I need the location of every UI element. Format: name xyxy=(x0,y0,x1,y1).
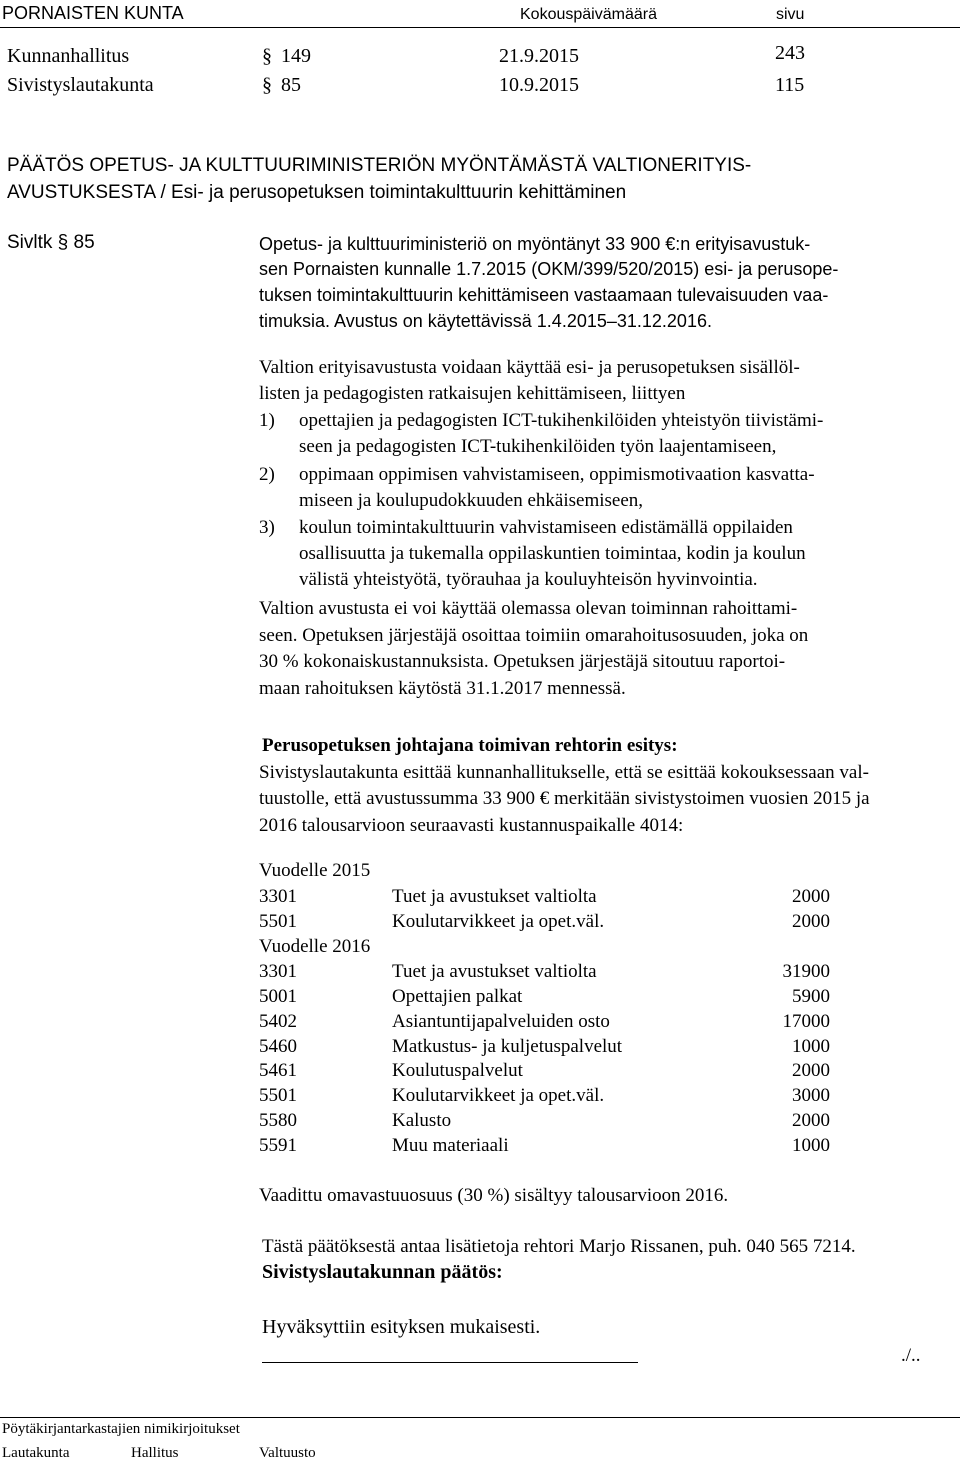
body-line: listen ja pedagogisten ratkaisujen kehittämiseen, liittyen xyxy=(259,383,686,404)
budget-amount: 2000 xyxy=(792,886,830,907)
contact-info: Tästä päätöksestä antaa lisätietoja rehtori Marjo Rissanen, puh. 040 565 7214. xyxy=(262,1236,856,1257)
budget-description: Tuet ja avustukset valtiolta xyxy=(392,886,597,907)
decision-heading: Sivistyslautakunnan päätös: xyxy=(262,1261,503,1283)
footer-column-government: Hallitus xyxy=(131,1445,179,1461)
footer-title: Pöytäkirjantarkastajien nimikirjoitukset xyxy=(2,1421,240,1437)
budget-description: Opettajien palkat xyxy=(392,986,523,1007)
body-line: 30 % kokonaiskustannuksista. Opetuksen järjestäjä sitoutuu raportoi- xyxy=(259,651,786,672)
budget-code: 5402 xyxy=(259,1011,297,1032)
header-section: 149 xyxy=(281,45,311,67)
footer-rule xyxy=(0,1417,960,1418)
budget-description: Tuet ja avustukset valtiolta xyxy=(392,961,597,982)
budget-code: 5501 xyxy=(259,911,297,932)
budget-code: 5461 xyxy=(259,1060,297,1081)
section-sign: § xyxy=(262,45,272,67)
header-section: 85 xyxy=(281,74,301,96)
list-item: seen ja pedagogisten ICT-tukihenkilöiden työn laajentamiseen, xyxy=(299,436,777,457)
intro-line: tuksen toimintakulttuurin kehittämiseen vastaamaan tulevaisuuden vaa- xyxy=(259,285,829,305)
budget-amount: 1000 xyxy=(792,1135,830,1156)
list-number: 1) xyxy=(259,410,275,431)
budget-amount: 2000 xyxy=(792,1110,830,1131)
budget-description: Asiantuntijapalveluiden osto xyxy=(392,1011,610,1032)
budget-description: Koulutarvikkeet ja opet.väl. xyxy=(392,911,605,932)
intro-line: sen Pornaisten kunnalle 1.7.2015 (OKM/399/520/2015) esi- ja perusope- xyxy=(259,259,839,279)
budget-amount: 3000 xyxy=(792,1085,830,1106)
title-line: PÄÄTÖS OPETUS- JA KULTTUURIMINISTERIÖN MYÖNTÄMÄSTÄ VALTIONERITYIS- xyxy=(7,155,752,176)
header-rule xyxy=(0,27,960,28)
header-page: 243 xyxy=(775,42,805,64)
budget-amount: 2000 xyxy=(792,911,830,932)
list-item: koulun toimintakulttuurin vahvistamiseen edistämällä oppilaiden xyxy=(299,517,793,538)
budget-description: Koulutuspalvelut xyxy=(392,1060,523,1081)
list-number: 2) xyxy=(259,464,275,485)
footer-column-board: Lautakunta xyxy=(2,1445,70,1461)
body-line: Valtion avustusta ei voi käyttää olemassa olevan toiminnan rahoittami- xyxy=(259,598,798,619)
header-body: Kunnanhallitus xyxy=(7,45,130,67)
body-line: Valtion erityisavustusta voidaan käyttää esi- ja perusopetuksen sisällöl- xyxy=(259,357,800,378)
header-body: Sivistyslautakunta xyxy=(7,74,154,96)
continuation-mark: ./.. xyxy=(901,1345,921,1366)
budget-amount: 17000 xyxy=(782,1011,830,1032)
list-item: opettajien ja pedagogisten ICT-tukihenkilöiden yhteistyön tiivistämi- xyxy=(299,410,824,431)
org-name: PORNAISTEN KUNTA xyxy=(2,3,184,23)
proposal-line: Sivistyslautakunta esittää kunnanhallitukselle, että se esittää kokouksessaan val- xyxy=(259,762,869,783)
intro-line: timuksia. Avustus on käytettävissä 1.4.2015–31.12.2016. xyxy=(259,311,712,331)
budget-amount: 31900 xyxy=(782,961,830,982)
budget-code: 3301 xyxy=(259,886,297,907)
proposal-heading: Perusopetuksen johtajana toimivan rehtorin esitys: xyxy=(262,735,678,756)
title-line: AVUSTUKSESTA / Esi- ja perusopetuksen toimintakulttuurin kehittäminen xyxy=(7,182,627,203)
budget-code: 5580 xyxy=(259,1110,297,1131)
budget-code: 3301 xyxy=(259,961,297,982)
budget-amount: 2000 xyxy=(792,1060,830,1081)
budget-code: 5001 xyxy=(259,986,297,1007)
list-number: 3) xyxy=(259,517,275,538)
header-date: 10.9.2015 xyxy=(499,74,579,96)
budget-amount: 5900 xyxy=(792,986,830,1007)
decision-text: Hyväksyttiin esityksen mukaisesti. xyxy=(262,1316,541,1338)
budget-year-label: Vuodelle 2015 xyxy=(259,860,371,881)
budget-amount: 1000 xyxy=(792,1036,830,1057)
budget-description: Muu materiaali xyxy=(392,1135,509,1156)
budget-code: 5460 xyxy=(259,1036,297,1057)
meeting-date-label: Kokouspäivämäärä xyxy=(520,6,657,23)
budget-description: Matkustus- ja kuljetuspalvelut xyxy=(392,1036,623,1057)
intro-line: Opetus- ja kulttuuriministeriö on myöntänyt 33 900 €:n erityisavustuk- xyxy=(259,234,811,254)
footer-column-council: Valtuusto xyxy=(259,1445,316,1461)
list-item: oppimaan oppimisen vahvistamiseen, oppimismotivaation kasvatta- xyxy=(299,464,815,485)
body-line: maan rahoituksen käytöstä 31.1.2017 mennessä. xyxy=(259,678,626,699)
budget-year-label: Vuodelle 2016 xyxy=(259,936,371,957)
body-line: seen. Opetuksen järjestäjä osoittaa toimiin omarahoitusosuuden, joka on xyxy=(259,625,809,646)
page-label: sivu xyxy=(776,6,805,23)
budget-code: 5591 xyxy=(259,1135,297,1156)
proposal-line: tuustolle, että avustussumma 33 900 € merkitään sivistystoimen vuosien 2015 ja xyxy=(259,788,870,809)
signature-line xyxy=(262,1362,638,1363)
header-date: 21.9.2015 xyxy=(499,45,579,67)
budget-description: Koulutarvikkeet ja opet.väl. xyxy=(392,1085,605,1106)
proposal-line: 2016 talousarvioon seuraavasti kustannuspaikalle 4014: xyxy=(259,815,684,836)
list-item: miseen ja koulupudokkuuden ehkäisemiseen, xyxy=(299,490,644,511)
section-sign: § xyxy=(262,74,272,96)
list-item: osallisuutta ja tukemalla oppilaskuntien toimintaa, kodin ja koulun xyxy=(299,543,806,564)
header-page: 115 xyxy=(775,74,805,96)
budget-description: Kalusto xyxy=(392,1110,452,1131)
budget-code: 5501 xyxy=(259,1085,297,1106)
self-financing-note: Vaadittu omavastuuosuus (30 %) sisältyy talousarvioon 2016. xyxy=(259,1185,729,1206)
list-item: välistä yhteistyötä, työrauhaa ja kouluyhteisön hyvinvointia. xyxy=(299,569,758,590)
item-reference: Sivltk § 85 xyxy=(7,232,95,253)
